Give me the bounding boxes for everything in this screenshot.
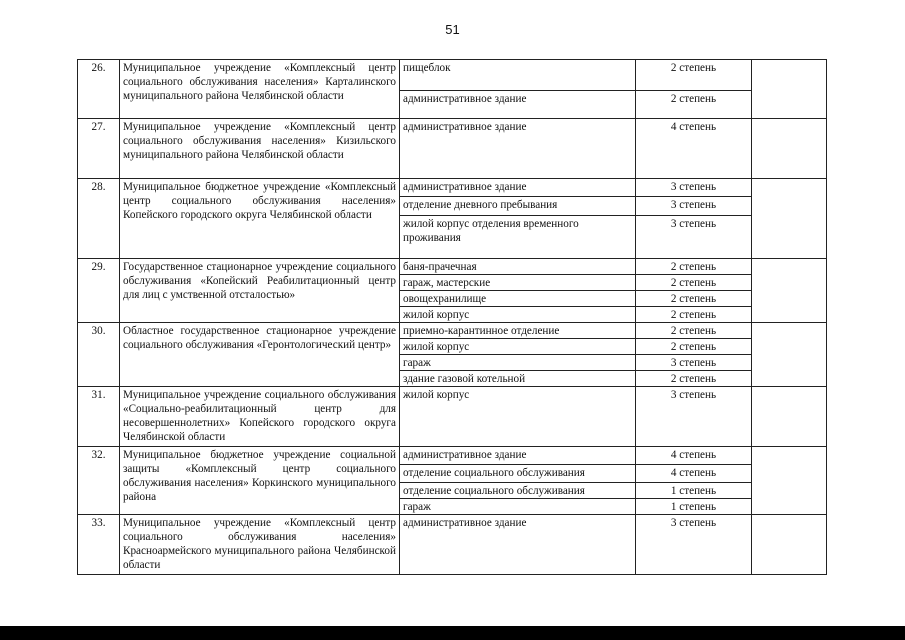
building-name: приемно-карантинное отделение: [400, 323, 636, 339]
row-number: 28.: [78, 179, 120, 259]
organization-name: Муниципальное бюджетное учреждение «Комплексный центр социального обслуживания населения» Копейского городского округа Челябинской области: [120, 179, 400, 259]
fire-resistance-degree: 2 степень: [636, 60, 752, 91]
fire-resistance-degree: 3 степень: [636, 515, 752, 575]
organization-name: Муниципальное учреждение «Комплексный центр социального обслуживания населения» Красноармейского муниципального района Челябинской области: [120, 515, 400, 575]
building-name: административное здание: [400, 119, 636, 179]
table-row: [78, 119, 827, 179]
institutions-table: [77, 59, 827, 575]
empty-cell: [752, 179, 827, 259]
organization-name: Муниципальное бюджетное учреждение социальной защиты «Комплексный центр социального обслуживания населения» Коркинского муниципального района: [120, 447, 400, 515]
building-name: здание газовой котельной: [400, 371, 636, 387]
empty-cell: [752, 119, 827, 179]
table-row: [78, 60, 827, 91]
table-row: [78, 323, 827, 339]
building-name: гараж, мастерские: [400, 275, 636, 291]
fire-resistance-degree: 1 степень: [636, 483, 752, 499]
empty-cell: [752, 60, 827, 119]
fire-resistance-degree: 2 степень: [636, 275, 752, 291]
scan-bottom-edge: [0, 626, 905, 640]
building-name: гараж: [400, 499, 636, 515]
building-name: пищеблок: [400, 60, 636, 91]
table-row: [78, 447, 827, 465]
fire-resistance-degree: 3 степень: [636, 179, 752, 197]
fire-resistance-degree: 3 степень: [636, 197, 752, 216]
row-number: 27.: [78, 119, 120, 179]
empty-cell: [752, 387, 827, 447]
fire-resistance-degree: 3 степень: [636, 216, 752, 259]
fire-resistance-degree: 2 степень: [636, 371, 752, 387]
fire-resistance-degree: 2 степень: [636, 323, 752, 339]
fire-resistance-degree: 4 степень: [636, 119, 752, 179]
fire-resistance-degree: 2 степень: [636, 339, 752, 355]
empty-cell: [752, 323, 827, 387]
organization-name: Муниципальное учреждение «Комплексный центр социального обслуживания населения» Кизильского муниципального района Челябинской области: [120, 119, 400, 179]
table-row: [78, 259, 827, 275]
row-number: 30.: [78, 323, 120, 387]
table-row: [78, 179, 827, 197]
building-name: овощехранилище: [400, 291, 636, 307]
fire-resistance-degree: 4 степень: [636, 447, 752, 465]
organization-name: Муниципальное учреждение «Комплексный центр социального обслуживания населения» Карталинского муниципального района Челябинской области: [120, 60, 400, 119]
building-name: жилой корпус: [400, 387, 636, 447]
empty-cell: [752, 259, 827, 323]
empty-cell: [752, 515, 827, 575]
table-row: [78, 387, 827, 447]
building-name: административное здание: [400, 515, 636, 575]
row-number: 26.: [78, 60, 120, 119]
fire-resistance-degree: 1 степень: [636, 499, 752, 515]
organization-name: Муниципальное учреждение социального обслуживания «Социально-реабилитационный центр для несовершеннолетних» Копейского городского округа Челябинской области: [120, 387, 400, 447]
fire-resistance-degree: 2 степень: [636, 91, 752, 119]
building-name: отделение социального обслуживания: [400, 483, 636, 499]
empty-cell: [752, 447, 827, 515]
building-name: административное здание: [400, 179, 636, 197]
fire-resistance-degree: 3 степень: [636, 387, 752, 447]
building-name: отделение дневного пребывания: [400, 197, 636, 216]
row-number: 33.: [78, 515, 120, 575]
row-number: 29.: [78, 259, 120, 323]
fire-resistance-degree: 2 степень: [636, 291, 752, 307]
building-name: жилой корпус отделения временного проживания: [400, 216, 636, 259]
building-name: жилой корпус: [400, 307, 636, 323]
building-name: административное здание: [400, 447, 636, 465]
fire-resistance-degree: 2 степень: [636, 307, 752, 323]
building-name: баня-прачечная: [400, 259, 636, 275]
page-number: 51: [445, 22, 460, 37]
building-name: гараж: [400, 355, 636, 371]
fire-resistance-degree: 2 степень: [636, 259, 752, 275]
organization-name: Областное государственное стационарное учреждение социального обслуживания «Геронтологический центр»: [120, 323, 400, 387]
organization-name: Государственное стационарное учреждение социального обслуживания «Копейский Реабилитационный центр для лиц с умственной отсталостью»: [120, 259, 400, 323]
row-number: 31.: [78, 387, 120, 447]
building-name: административное здание: [400, 91, 636, 119]
table-row: [78, 515, 827, 575]
building-name: жилой корпус: [400, 339, 636, 355]
row-number: 32.: [78, 447, 120, 515]
fire-resistance-degree: 4 степень: [636, 465, 752, 483]
building-name: отделение социального обслуживания: [400, 465, 636, 483]
fire-resistance-degree: 3 степень: [636, 355, 752, 371]
